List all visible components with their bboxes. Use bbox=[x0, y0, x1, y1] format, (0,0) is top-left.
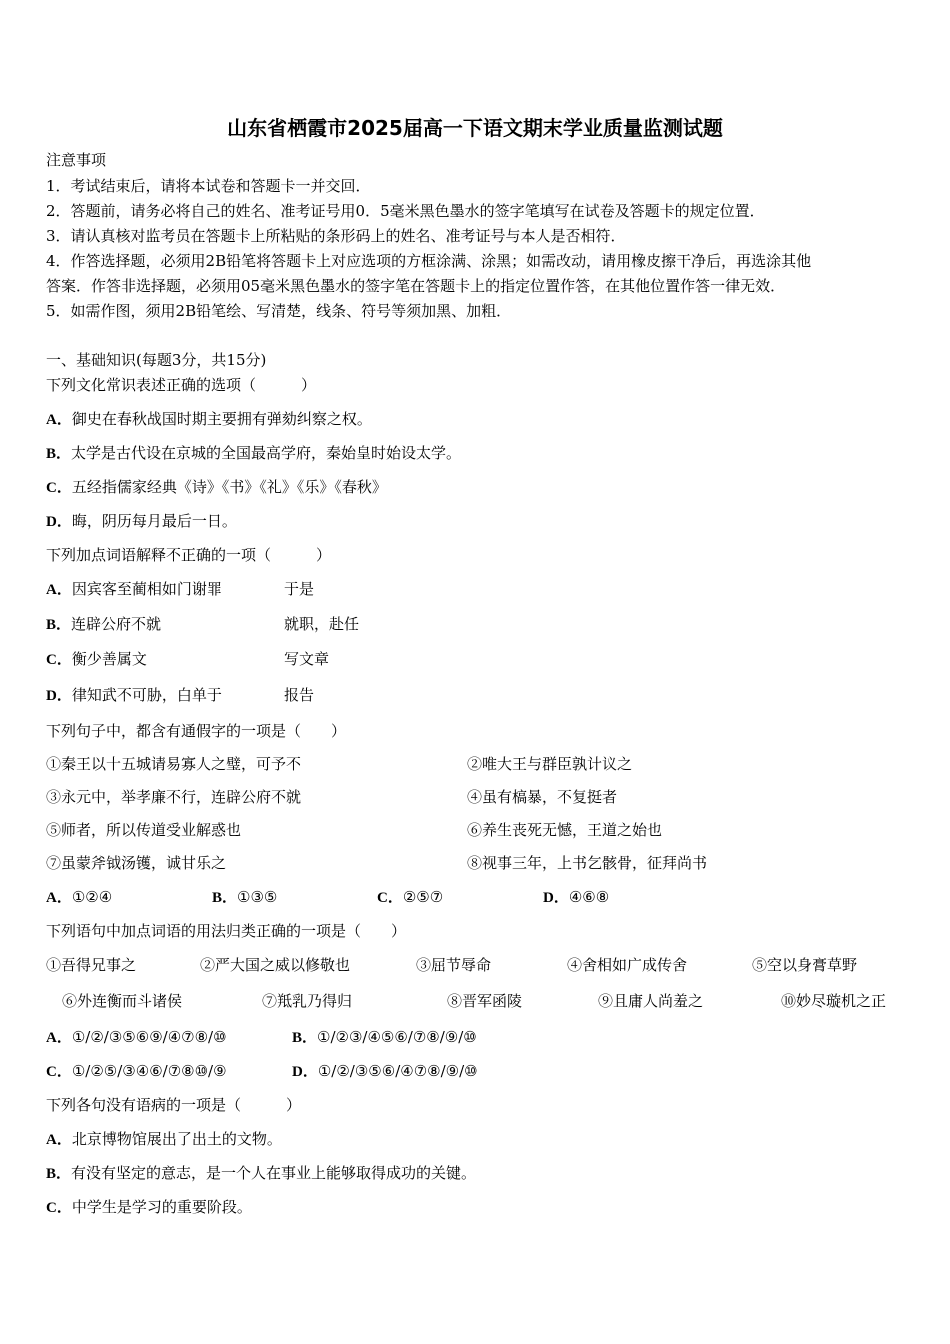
sentence-item: ⑧视事三年，上书乞骸骨，征拜尚书 bbox=[467, 854, 708, 872]
option-label: D． bbox=[46, 688, 72, 704]
notice-item: 2．答题前，请务必将自己的姓名、准考证号用0．5毫米黑色墨水的签字笔填写在试卷及答题卡的规定位置． bbox=[46, 202, 765, 220]
option bbox=[46, 887, 112, 908]
option-text: 因宾客至蔺相如门谢罪 bbox=[71, 580, 222, 598]
sentence-item: ④虽有槁暴，不复挺者 bbox=[467, 788, 618, 806]
option-text: 中学生是学习的重要阶段。 bbox=[71, 1198, 252, 1216]
sentence-item: ⑤空以身膏草野 bbox=[752, 956, 858, 974]
option-label: B． bbox=[46, 617, 72, 633]
option bbox=[46, 649, 147, 670]
option bbox=[46, 443, 461, 464]
sentence-item: ⑩妙尽璇机之正 bbox=[781, 992, 887, 1010]
sentence-item: ④舍相如广成传舍 bbox=[567, 956, 688, 974]
option bbox=[46, 1129, 282, 1150]
option bbox=[543, 887, 609, 908]
option-text: 连辟公府不就 bbox=[71, 615, 162, 633]
sentence-item: ②唯大王与群臣孰计议之 bbox=[467, 755, 633, 773]
sentence-item: ⑥养生丧死无憾，王道之始也 bbox=[467, 821, 663, 839]
option bbox=[292, 1061, 478, 1082]
option-label: C． bbox=[46, 1200, 72, 1216]
question-stem: 下列加点词语解释不正确的一项（ ） bbox=[46, 546, 332, 564]
sentence-item: ③屈节辱命 bbox=[416, 956, 492, 974]
option-label: A． bbox=[46, 1132, 72, 1148]
notice-item: 4．作答选择题，必须用2B铅笔将答题卡上对应选项的方框涂满、涂黑；如需改动，请用橡皮擦干净后，再选涂其他 bbox=[46, 252, 812, 270]
option-meaning: 写文章 bbox=[284, 650, 330, 668]
notice-item: 5．如需作图，须用2B铅笔绘、写清楚，线条、符号等须加黑、加粗． bbox=[46, 302, 512, 320]
option bbox=[46, 1027, 227, 1048]
notice-heading: 注意事项 bbox=[46, 151, 107, 169]
option bbox=[46, 409, 372, 430]
option-text: 衡少善属文 bbox=[71, 650, 147, 668]
option-meaning: 报告 bbox=[284, 686, 315, 704]
sentence-item: ⑦虽蒙斧钺汤镬，诚甘乐之 bbox=[46, 854, 227, 872]
option bbox=[46, 477, 387, 498]
section-heading: 一、基础知识(每题3分，共15分) bbox=[46, 351, 267, 369]
sentence-item: ③永元中，举孝廉不行，连辟公府不就 bbox=[46, 788, 302, 806]
option-text: ①③⑤ bbox=[237, 888, 278, 906]
option-label: B． bbox=[46, 446, 72, 462]
option bbox=[377, 887, 443, 908]
sentence-item: ①秦王以十五城请易寡人之璧，可予不 bbox=[46, 755, 302, 773]
option-label: A． bbox=[46, 890, 72, 906]
option-text: ①/②⑤/③④⑥/⑦⑧⑩/⑨ bbox=[71, 1062, 227, 1080]
option-text: ①/②/③⑤⑥⑨/④⑦⑧/⑩ bbox=[71, 1028, 227, 1046]
option-text: 晦，阴历每月最后一日。 bbox=[71, 512, 237, 530]
option-text: 有没有坚定的意志，是一个人在事业上能够取得成功的关键。 bbox=[71, 1164, 477, 1182]
option-text: ②⑤⑦ bbox=[402, 888, 444, 906]
notice-item: 3．请认真核对监考员在答题卡上所粘贴的条形码上的姓名、准考证号与本人是否相符． bbox=[46, 227, 626, 245]
question-stem: 下列各句没有语病的一项是（ ） bbox=[46, 1096, 302, 1114]
option-text: 太学是古代设在京城的全国最高学府，秦始皇时始设太学。 bbox=[71, 444, 462, 462]
option-text: 律知武不可胁，白单于 bbox=[71, 686, 222, 704]
option-text: ①②④ bbox=[71, 888, 113, 906]
option-text: 御史在春秋战国时期主要拥有弹劾纠察之权。 bbox=[71, 410, 372, 428]
option-label: D． bbox=[292, 1064, 318, 1080]
notice-item: 1．考试结束后，请将本试卷和答题卡一并交回． bbox=[46, 177, 371, 195]
question-stem: 下列文化常识表述正确的选项（ ） bbox=[46, 376, 317, 394]
option-label: B． bbox=[46, 1166, 72, 1182]
option-text: 北京博物馆展出了出土的文物。 bbox=[71, 1130, 282, 1148]
option bbox=[46, 614, 161, 635]
option-label: C． bbox=[46, 480, 72, 496]
option bbox=[46, 511, 237, 532]
sentence-item: ⑥外连衡而斗诸侯 bbox=[62, 992, 183, 1010]
notice-item: 答案．作答非选择题，必须用05毫米黑色墨水的签字笔在答题卡上的指定位置作答，在其他位置作答一律无效． bbox=[46, 277, 786, 295]
option-label: B． bbox=[292, 1030, 318, 1046]
question-stem: 下列句子中，都含有通假字的一项是（ ） bbox=[46, 722, 347, 740]
option-label: C． bbox=[46, 652, 72, 668]
option-label: A． bbox=[46, 582, 72, 598]
option bbox=[46, 579, 222, 600]
option bbox=[46, 1197, 252, 1218]
option-text: ④⑥⑧ bbox=[568, 888, 610, 906]
option bbox=[212, 887, 277, 908]
sentence-item: ②严大国之威以修敬也 bbox=[200, 956, 351, 974]
sentence-item: ⑧晋军函陵 bbox=[447, 992, 523, 1010]
question-stem: 下列语句中加点词语的用法归类正确的一项是（ ） bbox=[46, 922, 407, 940]
page-title: 山东省栖霞市2025届高一下语文期末学业质量监测试题 bbox=[227, 116, 723, 140]
option-meaning: 于是 bbox=[284, 580, 315, 598]
option bbox=[46, 1163, 476, 1184]
option-label: C． bbox=[46, 1064, 72, 1080]
sentence-item: ⑦羝乳乃得归 bbox=[262, 992, 353, 1010]
option-label: A． bbox=[46, 412, 72, 428]
option-label: B． bbox=[212, 890, 238, 906]
option-label: D． bbox=[46, 514, 72, 530]
option-label: A． bbox=[46, 1030, 72, 1046]
option-meaning: 就职，赴任 bbox=[284, 615, 360, 633]
option bbox=[46, 685, 222, 706]
option-text: ①/②③/④⑤⑥/⑦⑧/⑨/⑩ bbox=[317, 1028, 477, 1046]
option bbox=[292, 1027, 477, 1048]
sentence-item: ⑨且庸人尚羞之 bbox=[598, 992, 704, 1010]
option-label: C． bbox=[377, 890, 403, 906]
sentence-item: ①吾得兄事之 bbox=[46, 956, 137, 974]
option bbox=[46, 1061, 227, 1082]
option-label: D． bbox=[543, 890, 569, 906]
sentence-item: ⑤师者，所以传道受业解惑也 bbox=[46, 821, 242, 839]
option-text: 五经指儒家经典《诗》《书》《礼》《乐》《春秋》 bbox=[71, 478, 387, 496]
option-text: ①/②/③⑤⑥/④⑦⑧/⑨/⑩ bbox=[317, 1062, 478, 1080]
